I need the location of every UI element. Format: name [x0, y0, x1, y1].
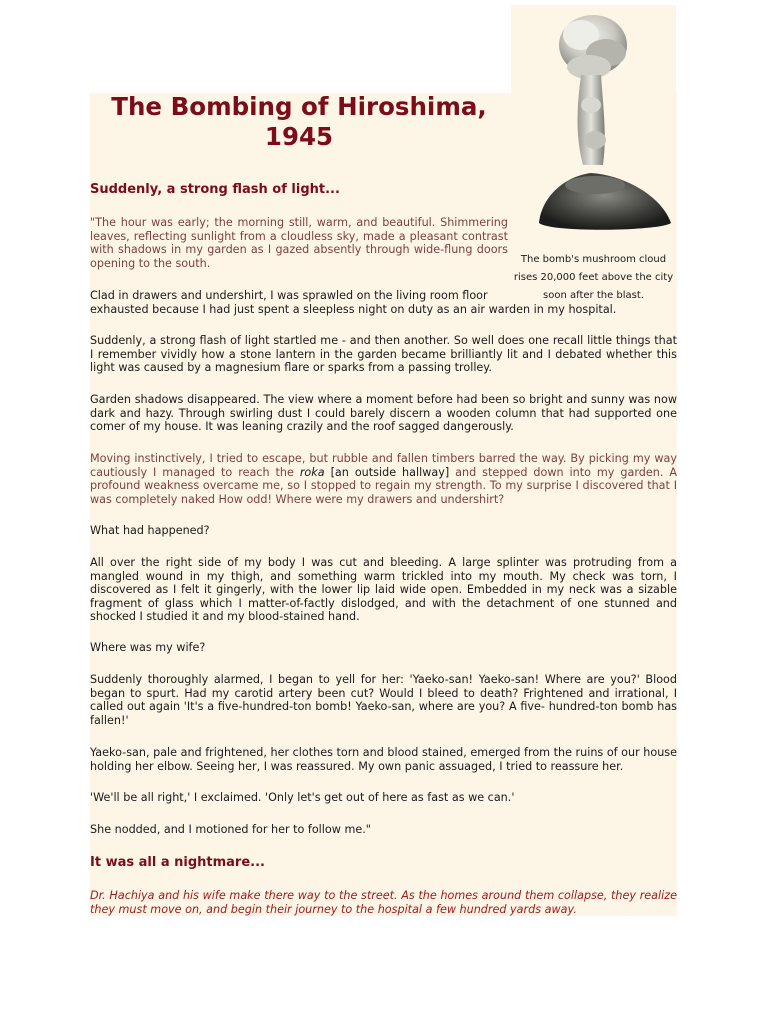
- section-heading-flash: Suddenly, a strong flash of light...: [90, 182, 340, 197]
- paragraph-escape: Moving instinctively, I tried to escape, but rubble and fallen timbers barred the way. By picking my way cautiously I managed to reach the roka [an outside hallway] and stepped down into my garden. A profound weakness overcame me, so I stopped to regain my strength. To my surprise I discovered that I was completely naked How odd! Where were my drawers and undershirt?: [90, 452, 677, 506]
- roka-term: roka: [299, 465, 325, 479]
- paragraph-shadows: Garden shadows disappeared. The view where a moment before had been so bright and sunny was now dark and hazy. Through swirling dust I could barely discern a wooden column that had supported one comer of my house. It was leaning crazily and the roof sagged dangerously.: [90, 393, 677, 434]
- paragraph-cut: All over the right side of my body I was cut and bleeding. A large splinter was protruding from a mangled wound in my thigh, and something warm trickled into my mouth. My check was torn, I discovered as I felt it gingerly, with the lower lip laid wide open. Embedded in my neck was a sizable fragment of glass which I matter-of-factly dislodged, and with the detachment of one stunned and shocked I studied it and my blood-stained hand.: [90, 556, 677, 624]
- section-heading-nightmare: It was all a nightmare...: [90, 855, 265, 870]
- paragraph-alarmed: Suddenly thoroughly alarmed, I began to yell for her: 'Yaeko-san! Yaeko-san! Where are you?' Blood began to spurt. Had my carotid artery been cut? Would I bleed to death? Frightened and irrational, I called out again 'It's a five-hundred-ton bomb! Yaeko-san, where are you? A five- hundred-ton bomb has fallen!': [90, 673, 677, 727]
- paragraph-all-right: 'We'll be all right,' I exclaimed. 'Only let's get out of here as fast as we can.': [90, 791, 515, 804]
- summary-paragraph: Dr. Hachiya and his wife make there way to the street. As the homes around them collapse, they realize they must move on, and begin their journey to the hospital a few hundred yards away.: [90, 889, 677, 916]
- paragraph-clad-line1: Clad in drawers and undershirt, I was sprawled on the living room floor: [90, 289, 488, 302]
- paragraph-nodded: She nodded, and I motioned for her to follow me.": [90, 823, 371, 836]
- photo-caption: The bomb's mushroom cloud rises 20,000 feet above the city soon after the blast.: [513, 254, 674, 301]
- quote-intro-paragraph: "The hour was early; the morning still, warm, and beautiful. Shimmering leaves, reflecting sunlight from a cloudless sky, made a pleasant contrast with shadows in my garden as I gazed absently through wide-flung doors opening to the south.: [90, 216, 508, 270]
- paragraph-clad-line2: exhausted because I had just spent a sleepless night on duty as an air warden in my hospital.: [90, 303, 617, 316]
- mushroom-cloud-photo: [511, 5, 676, 239]
- page-title: The Bombing of Hiroshima, 1945: [111, 92, 487, 151]
- paragraph-yaeko: Yaeko-san, pale and frightened, her clothes torn and blood stained, emerged from the ruins of our house holding her elbow. Seeing her, I was reassured. My own panic assuaged, I tried to reassure her.: [90, 746, 677, 773]
- roka-definition: [an outside hallway]: [324, 465, 450, 479]
- paragraph-what-happened: What had happened?: [90, 524, 210, 537]
- paragraph-wife: Where was my wife?: [90, 641, 206, 654]
- paragraph-flash: Suddenly, a strong flash of light startled me - and then another. So well does one recall little things that I remember vividly how a stone lantern in the garden became brilliantly lit and I debated whether this light was caused by a magnesium flare or sparks from a passing trolley.: [90, 334, 677, 375]
